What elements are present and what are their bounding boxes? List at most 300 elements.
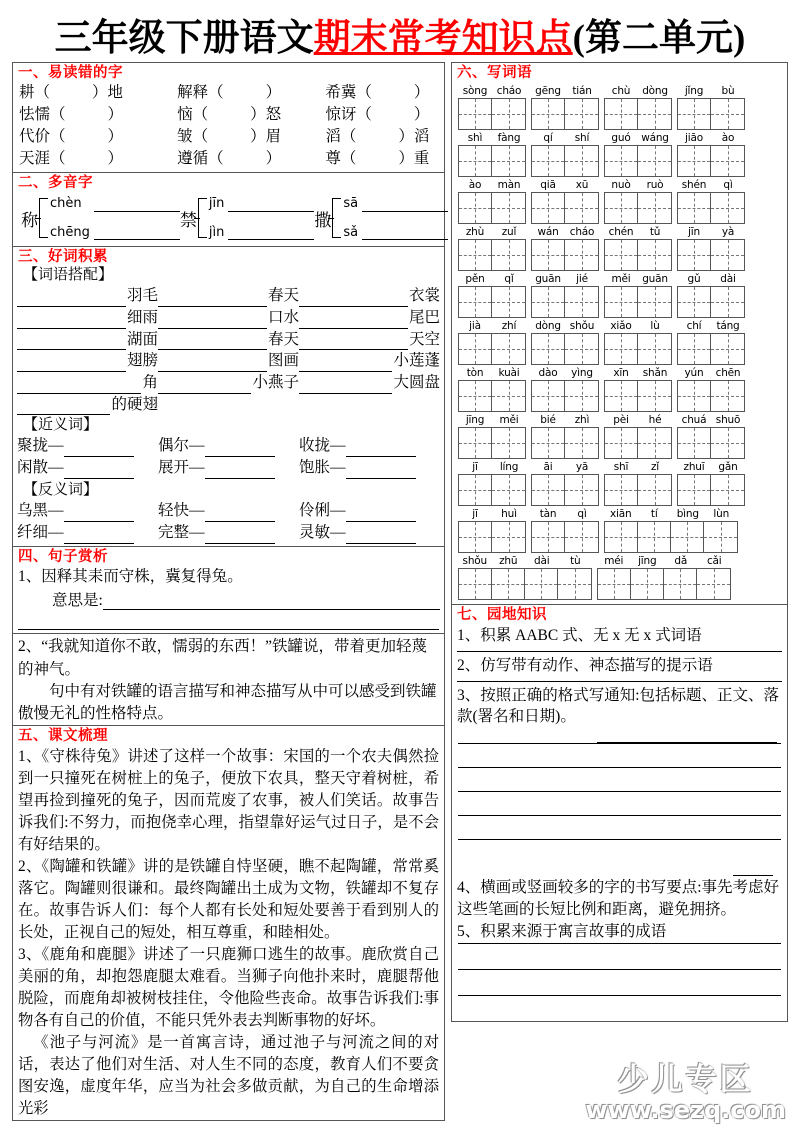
tianzige-boxes[interactable] (677, 427, 745, 459)
word-write-row (452, 225, 787, 271)
pinyin-syllable: yún (684, 367, 704, 380)
collocation-word: 小莲蓬 (393, 352, 440, 370)
answer-line[interactable] (362, 224, 448, 240)
lesson-paragraph: 2、《陶罐和铁罐》讲的是铁罐自恃坚硬，瞧不起陶罐，常常奚落它。陶罐则很谦和。最终陶罐出土成为文物，铁罐却不复存在。故事告诉人们：每个人都有长处和短处要善于看到别人的长处，正视自己的短处，相互尊重，和睦相处。 (18, 857, 439, 941)
tianzige-cell[interactable] (532, 475, 565, 505)
word-write-item (458, 507, 526, 553)
tianzige-cell[interactable] (638, 522, 671, 552)
character-item (19, 126, 177, 148)
polyphonic-character: 撒 (314, 210, 332, 230)
tianzige-cell[interactable] (492, 99, 525, 129)
title-prefix: 三年级下册语文 (54, 18, 314, 59)
tianzige-cell[interactable] (532, 381, 565, 411)
pinyin-syllable: zhí (501, 320, 517, 333)
tianzige-cell[interactable] (711, 334, 744, 364)
tianzige-boxes[interactable] (458, 521, 526, 553)
polyphonic-item (314, 196, 448, 240)
tianzige-cell[interactable] (532, 522, 565, 552)
character-item (177, 148, 325, 170)
write-line[interactable] (458, 839, 781, 863)
word-write-row (452, 460, 787, 506)
tianzige-cell[interactable] (605, 428, 638, 458)
tianzige-cell[interactable] (459, 475, 492, 505)
pinyin-syllable: tí (650, 508, 658, 521)
tianzige-boxes[interactable] (458, 192, 526, 224)
tianzige-boxes[interactable] (531, 380, 599, 412)
tianzige-cell[interactable] (565, 475, 598, 505)
word-write-row (452, 272, 787, 318)
tianzige-boxes[interactable] (531, 333, 599, 365)
tianzige-cell[interactable] (492, 287, 525, 317)
tianzige-boxes[interactable] (604, 521, 738, 553)
lesson-paragraph: 1、《守株待兔》讲述了这样一个故事：宋国的一个农夫偶然捡到一只撞死在树桩上的兔子，便放下农具，整天守着树桩，希望再捡到撞死的兔子，因而荒废了农事，被人们笑话。故事告诉我们:不努力，而抱侥幸心理，指望靠好运气过日子，是不会有好结果的。 (18, 747, 439, 853)
tianzige-boxes[interactable] (677, 145, 745, 177)
word-label: 乌黑— (17, 501, 64, 519)
section-kewen-shuli (12, 726, 445, 1120)
tianzige-cell[interactable] (631, 569, 664, 599)
character-row (13, 148, 444, 170)
tianzige-grid (452, 82, 787, 604)
tianzige-boxes[interactable] (531, 427, 599, 459)
word-write-item (677, 319, 745, 365)
collocation-blank[interactable] (299, 333, 408, 350)
collocation-blank[interactable] (299, 377, 392, 394)
word-write-item (531, 131, 599, 177)
word-blank[interactable] (346, 505, 416, 522)
word-write-item (531, 319, 599, 365)
pinyin-syllable: jīng (638, 555, 657, 568)
word-write-item (604, 272, 672, 318)
tianzige-cell[interactable] (459, 569, 492, 599)
collocation-blank[interactable] (299, 290, 408, 307)
character-suffix: ） (265, 150, 282, 168)
word-blank[interactable] (205, 505, 275, 522)
word-write-item (604, 366, 672, 412)
character-suffix: ） (107, 128, 124, 146)
pinyin-syllable: kuài (498, 367, 520, 380)
tianzige-boxes[interactable] (458, 145, 526, 177)
tianzige-cell[interactable] (459, 428, 492, 458)
word-blank[interactable] (205, 527, 275, 544)
tianzige-cell[interactable] (492, 381, 525, 411)
pinyin-hint (677, 225, 745, 239)
tianzige-cell[interactable] (678, 287, 711, 317)
collocation-blank[interactable] (299, 312, 408, 329)
tianzige-boxes[interactable] (458, 333, 526, 365)
collocation-word: 大圆盘 (393, 373, 440, 391)
word-label: 闲散— (17, 459, 64, 476)
character-row (13, 126, 444, 148)
word-write-item (604, 413, 672, 459)
section-duoyinzi (12, 173, 445, 247)
tianzige-boxes[interactable] (604, 286, 672, 318)
pinyin-syllable: měi (611, 273, 631, 286)
synonym-heading: 【近义词】 (23, 417, 99, 434)
answer-line[interactable] (228, 196, 314, 212)
tianzige-cell[interactable] (565, 193, 598, 223)
tianzige-cell[interactable] (605, 240, 638, 270)
word-blank[interactable] (346, 440, 416, 457)
tianzige-cell[interactable] (638, 428, 671, 458)
word-write-item (531, 507, 599, 553)
pinyin-stack (48, 197, 90, 239)
tianzige-cell[interactable] (492, 522, 525, 552)
tianzige-cell[interactable] (558, 569, 591, 599)
collocation-blank[interactable] (17, 355, 126, 372)
tianzige-cell[interactable] (605, 334, 638, 364)
pinyin-syllable: líng (499, 461, 519, 474)
tianzige-cell[interactable] (638, 381, 671, 411)
character-suffix: ） (265, 84, 282, 102)
answer-line[interactable] (94, 196, 180, 212)
tianzige-cell[interactable] (711, 475, 744, 505)
tianzige-boxes[interactable] (531, 474, 599, 506)
tianzige-cell[interactable] (459, 334, 492, 364)
answer-line[interactable] (228, 224, 314, 240)
pinyin-stack (207, 197, 224, 239)
character-row (13, 82, 444, 104)
tianzige-cell[interactable] (605, 193, 638, 223)
character-prompt: 怯懦（ (19, 106, 66, 124)
word-label: 伶俐— (299, 501, 346, 519)
pinyin-syllable: chù (611, 85, 631, 98)
word-label: 偶尔— (158, 437, 205, 454)
tianzige-cell[interactable] (459, 146, 492, 176)
tianzige-boxes[interactable] (458, 98, 526, 130)
collocation-word: 尾巴 (408, 308, 440, 326)
tianzige-cell[interactable] (605, 381, 638, 411)
word-label: 聚拢— (17, 437, 64, 454)
word-blank[interactable] (64, 505, 134, 522)
word-write-item (604, 507, 738, 553)
tianzige-cell[interactable] (678, 381, 711, 411)
collocation-blank[interactable] (17, 377, 141, 394)
answer-line[interactable] (362, 196, 448, 212)
word-write-item (458, 413, 526, 459)
tianzige-cell[interactable] (565, 240, 598, 270)
polyphonic-item (180, 196, 314, 240)
collocation-blank[interactable] (17, 312, 126, 329)
pinyin-answer-lines[interactable] (224, 196, 314, 240)
tianzige-cell[interactable] (605, 475, 638, 505)
tianzige-cell[interactable] (638, 99, 671, 129)
tianzige-cell[interactable] (605, 522, 638, 552)
tianzige-cell[interactable] (492, 146, 525, 176)
tianzige-cell[interactable] (678, 428, 711, 458)
pinyin-hint (597, 554, 731, 568)
word-blank[interactable] (346, 527, 416, 544)
tianzige-boxes[interactable] (604, 192, 672, 224)
synonym-item (299, 435, 440, 457)
word-blank[interactable] (205, 440, 275, 457)
section7-item-3: 3、按照正确的格式写通知:包括标题、正文、落款(署名和日期)。 (457, 686, 780, 726)
tianzige-cell[interactable] (459, 287, 492, 317)
collocation-blank[interactable] (158, 312, 267, 329)
pinyin-syllable: ruò (646, 179, 664, 192)
tianzige-cell[interactable] (711, 428, 744, 458)
collocation-blank[interactable] (17, 290, 126, 307)
pinyin-syllable: xīn (613, 367, 629, 380)
pinyin-syllable: huì (501, 508, 517, 521)
section5-paragraphs (13, 746, 444, 1120)
tianzige-boxes[interactable] (604, 380, 672, 412)
pinyin-answer-lines[interactable] (358, 196, 448, 240)
tianzige-cell[interactable] (605, 146, 638, 176)
collocation-row (17, 350, 440, 372)
tianzige-cell[interactable] (711, 146, 744, 176)
tianzige-cell[interactable] (565, 522, 598, 552)
tianzige-cell[interactable] (565, 428, 598, 458)
tianzige-cell[interactable] (711, 287, 744, 317)
write-line[interactable] (458, 815, 781, 839)
collocation-item (17, 329, 158, 351)
collocation-word: 的硬翅 (111, 395, 158, 413)
tianzige-cell[interactable] (565, 381, 598, 411)
pinyin-syllable: zhì (574, 414, 590, 427)
tianzige-boxes[interactable] (677, 474, 745, 506)
pinyin-syllable: dǎ (674, 555, 688, 568)
tianzige-boxes[interactable] (458, 474, 526, 506)
word-write-item (531, 84, 599, 130)
pinyin-hint (677, 178, 745, 192)
tianzige-cell[interactable] (459, 381, 492, 411)
antonym-item (158, 500, 299, 522)
word-write-item (677, 225, 745, 271)
synonym-item (158, 457, 299, 479)
brace-icon (39, 198, 48, 238)
collocation-item (299, 372, 440, 394)
tianzige-cell[interactable] (711, 240, 744, 270)
word-blank[interactable] (64, 527, 134, 544)
tianzige-cell[interactable] (532, 240, 565, 270)
word-write-item (531, 413, 599, 459)
tianzige-cell[interactable] (532, 334, 565, 364)
word-write-row (452, 507, 787, 553)
tianzige-boxes[interactable] (604, 98, 672, 130)
tianzige-cell[interactable] (711, 193, 744, 223)
word-blank[interactable] (64, 462, 134, 479)
tianzige-boxes[interactable] (677, 380, 745, 412)
tianzige-cell[interactable] (678, 475, 711, 505)
tianzige-cell[interactable] (532, 193, 565, 223)
section4-heading: 四、句子赏析 (18, 548, 108, 565)
pinyin-hint (458, 225, 526, 239)
write-line[interactable] (458, 743, 781, 767)
answer-blank[interactable] (103, 592, 440, 610)
collocation-word: 春天 (267, 287, 299, 305)
tianzige-boxes[interactable] (677, 192, 745, 224)
character-item (19, 148, 177, 170)
section-haoci-jilei (12, 247, 445, 547)
tianzige-cell[interactable] (565, 334, 598, 364)
collocation-blank[interactable] (158, 355, 267, 372)
tianzige-cell[interactable] (664, 569, 697, 599)
tianzige-cell[interactable] (678, 240, 711, 270)
tianzige-cell[interactable] (678, 334, 711, 364)
tianzige-cell[interactable] (459, 99, 492, 129)
character-prompt: 遵循（ (177, 150, 224, 168)
tianzige-cell[interactable] (704, 522, 737, 552)
word-blank[interactable] (205, 462, 275, 479)
title-suffix: (第二单元) (572, 18, 746, 59)
tianzige-cell[interactable] (678, 146, 711, 176)
tianzige-cell[interactable] (492, 569, 525, 599)
pinyin-hint (531, 366, 599, 380)
tianzige-cell[interactable] (459, 240, 492, 270)
collocation-blank[interactable] (299, 355, 392, 372)
pinyin-syllable: bù (721, 85, 735, 98)
word-write-item (458, 319, 526, 365)
tianzige-cell[interactable] (492, 475, 525, 505)
pinyin-syllable: jǐng (684, 85, 704, 98)
tianzige-cell[interactable] (711, 99, 744, 129)
tianzige-cell[interactable] (532, 99, 565, 129)
write-line[interactable] (458, 969, 781, 995)
answer-line[interactable] (94, 224, 180, 240)
pinyin-syllable: qiā (540, 179, 556, 192)
antonym-row (17, 500, 440, 522)
tianzige-boxes[interactable] (677, 286, 745, 318)
word-write-item (458, 225, 526, 271)
section-yuandi-zhishi (451, 605, 788, 1022)
tianzige-boxes[interactable] (531, 98, 599, 130)
tianzige-boxes[interactable] (531, 239, 599, 271)
answer-blank-line[interactable] (18, 616, 439, 630)
pinyin-syllable: dòng (642, 85, 668, 98)
collocation-word: 图画 (267, 352, 299, 370)
tianzige-cell[interactable] (605, 99, 638, 129)
word-blank[interactable] (346, 462, 416, 479)
pinyin-syllable: pèi (613, 414, 629, 427)
write-line[interactable] (458, 943, 781, 969)
pinyin-syllable: tòn (466, 367, 484, 380)
lesson-paragraph: 《池子与河流》是一首寓言诗，通过池子与河流之间的对话，表达了他们对生活、对人生不同的态度，教育人们不要贪图安逸，虚度年华，应当为社会多做贡献，为自己的生命增添光彩 (18, 1033, 439, 1117)
tianzige-boxes[interactable] (597, 568, 731, 600)
pinyin-hint (531, 178, 599, 192)
tianzige-cell[interactable] (492, 193, 525, 223)
tianzige-cell[interactable] (638, 475, 671, 505)
tianzige-cell[interactable] (565, 99, 598, 129)
word-label: 纤细— (17, 523, 64, 541)
tianzige-cell[interactable] (697, 569, 730, 599)
tianzige-boxes[interactable] (458, 380, 526, 412)
tianzige-cell[interactable] (638, 287, 671, 317)
tianzige-boxes[interactable] (677, 333, 745, 365)
tianzige-cell[interactable] (678, 99, 711, 129)
character-prompt: 滔（ (325, 128, 357, 146)
collocation-blank[interactable] (158, 377, 251, 394)
tianzige-boxes[interactable] (531, 286, 599, 318)
tianzige-cell[interactable] (638, 334, 671, 364)
word-write-row (452, 366, 787, 412)
tianzige-boxes[interactable] (604, 333, 672, 365)
tianzige-cell[interactable] (638, 240, 671, 270)
tianzige-cell[interactable] (565, 287, 598, 317)
pinyin-syllable: ào (721, 132, 735, 145)
word-write-row (452, 84, 787, 130)
pinyin-syllable: dào (538, 367, 558, 380)
tianzige-boxes[interactable] (604, 145, 672, 177)
tianzige-boxes[interactable] (604, 239, 672, 271)
word-label: 灵敏— (299, 523, 346, 541)
tianzige-boxes[interactable] (604, 427, 672, 459)
write-line[interactable] (458, 767, 781, 791)
tianzige-cell[interactable] (638, 193, 671, 223)
tianzige-cell[interactable] (711, 381, 744, 411)
tianzige-cell[interactable] (525, 569, 558, 599)
pinyin-syllable: yā (575, 461, 589, 474)
character-prompt: 惊讶（ (325, 106, 372, 124)
collocation-blank[interactable] (158, 290, 267, 307)
tianzige-boxes[interactable] (458, 286, 526, 318)
tianzige-cell[interactable] (532, 428, 565, 458)
antonym-item (299, 500, 440, 522)
word-write-item (531, 225, 599, 271)
notice-write-area[interactable] (452, 743, 787, 863)
word-label: 收拢— (299, 437, 346, 454)
tianzige-boxes[interactable] (677, 239, 745, 271)
tianzige-cell[interactable] (459, 522, 492, 552)
tianzige-cell[interactable] (492, 240, 525, 270)
section7-bottom-write-area[interactable] (452, 943, 787, 1021)
write-line[interactable] (458, 995, 781, 1021)
tianzige-cell[interactable] (671, 522, 704, 552)
pinyin-answer-lines[interactable] (90, 196, 180, 240)
pinyin-syllable: guó (611, 132, 631, 145)
tianzige-cell[interactable] (459, 193, 492, 223)
collocation-item (158, 350, 299, 372)
tianzige-boxes[interactable] (458, 427, 526, 459)
collocation-blank[interactable] (17, 398, 110, 415)
synonym-item (299, 457, 440, 479)
tianzige-boxes[interactable] (531, 521, 599, 553)
tianzige-boxes[interactable] (677, 98, 745, 130)
pinyin-syllable: cǎi (706, 555, 722, 568)
tianzige-boxes[interactable] (531, 192, 599, 224)
tianzige-cell[interactable] (492, 428, 525, 458)
tianzige-cell[interactable] (638, 146, 671, 176)
synonym-item (17, 457, 158, 479)
pinyin-syllable: dòng (535, 320, 561, 333)
tianzige-cell[interactable] (598, 569, 631, 599)
collocation-blank[interactable] (158, 333, 267, 350)
pinyin-reading: chèn (50, 196, 82, 212)
tianzige-cell[interactable] (492, 334, 525, 364)
tianzige-boxes[interactable] (604, 474, 672, 506)
tianzige-boxes[interactable] (458, 568, 592, 600)
character-suffix: ） (107, 106, 124, 124)
character-item (19, 82, 177, 104)
collocation-blank[interactable] (17, 333, 126, 350)
pinyin-syllable: cháo (569, 226, 595, 239)
word-blank[interactable] (64, 440, 134, 457)
tianzige-cell[interactable] (532, 146, 565, 176)
tianzige-cell[interactable] (678, 193, 711, 223)
section4-answer-2: 句中有对铁罐的语言描写和神态描写从中可以感受到铁罐傲慢无礼的性格特点。 (18, 682, 437, 723)
tianzige-boxes[interactable] (458, 239, 526, 271)
write-line[interactable] (458, 791, 781, 815)
pinyin-hint (677, 319, 745, 333)
character-suffix: ）眉 (250, 128, 282, 146)
polyphonic-item (21, 196, 180, 240)
pinyin-hint (604, 507, 738, 521)
tianzige-boxes[interactable] (531, 145, 599, 177)
tianzige-cell[interactable] (532, 287, 565, 317)
tianzige-cell[interactable] (605, 287, 638, 317)
tianzige-cell[interactable] (565, 146, 598, 176)
pinyin-syllable: shuō (715, 414, 741, 427)
pinyin-syllable: xiǎo (610, 320, 632, 333)
